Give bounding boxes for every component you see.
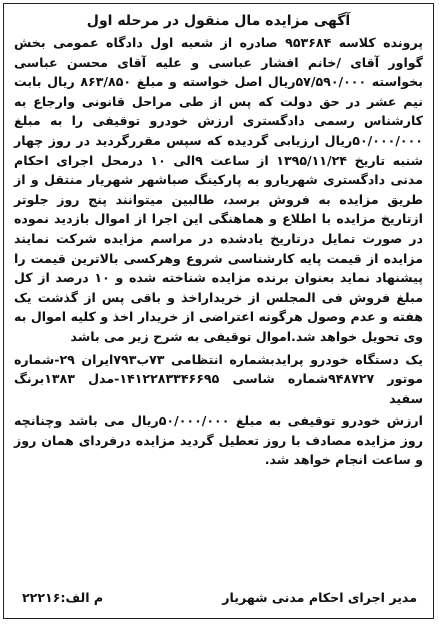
vehicle-value-paragraph: ارزش خودرو توقیفی به مبلغ ۵۰/۰۰۰/۰۰۰ریال می باشد وچنانچه روز مزایده مصادف با روز تعطیل گردید مزایده درفردای همان روز و ساعت انجام خواهد شد. xyxy=(14,413,423,468)
auction-notice xyxy=(14,10,423,612)
notice-body-paragraph: پرونده کلاسه ۹۵۳۶۸۴ صادره از شعبه اول دادگاه عمومی بخش گواور آقای /خانم افشار عباسی و علیه آقای محسن عباسی بخواسته ۵۷/۵۹۰/۰۰۰ریال اصل خواسته و مبلغ ۸۶۳/۸۵۰ ریال بابت نیم عشر در حق دولت که پس از طی مراحل قانونی وارجاع به کارشناس رسمی دادگستری ارزش خودرو توقیفی را به مبلغ ۵۰/۰۰۰/۰۰۰ریال ارزیابی گردیده که سپس مقررگردید در روز چهار شنبه تاریخ ۱۳۹۵/۱۱/۲۴ از ساعت ۹الی ۱۰ درمحل اجرای احکام مدنی دادگستری شهریارو به پارکینگ صباشهر شهریار منتقل و از طریق مزایده به فروش برسد، طالبین میتوانند پنج روز جلوتر ازتاریخ مزایده با اطلاع و هماهنگی این اجرا از اموال بازدید نموده در صورت تمایل درتاریخ یادشده در مراسم مزایده شرکت نمایند مزایده از قیمت پایه کارشناسی شروع وهرکسی بالاترین قیمت را پیشنهاد نماید بعنوان برنده مزایده شناخته شده و ۱۰ درصد از کل مبلغ فروش فی المجلس از خریداراخذ و باقی پس از گذشت یک هفته و عدم وصول هرگونه اعتراضی از خریدار اخذ و کلیه اموال به وی تحویل خواهد شد.اموال توقیفی به شرح زیر می باشد xyxy=(14,35,424,344)
vehicle-details-paragraph: یک دستگاه خودرو پرایدبشماره انتظامی ۷۳ب۷۹۳ایران ۲۹-شماره موتور ۹۴۸۷۲۷شماره شاسی ۱۴۱۲۲۸۳۳۴۶۶۹۵-مدل ۱۳۸۳برنگ سفید xyxy=(14,351,423,406)
notice-frame xyxy=(3,3,434,619)
notice-footer xyxy=(14,588,423,608)
reference-number: م الف:۲۲۲۱۶ xyxy=(22,590,104,605)
issuer-signature: مدیر اجرای احکام مدنی شهریار xyxy=(222,590,417,605)
notice-title: آگهی مزایده مال منقول در مرحله اول xyxy=(86,13,351,29)
